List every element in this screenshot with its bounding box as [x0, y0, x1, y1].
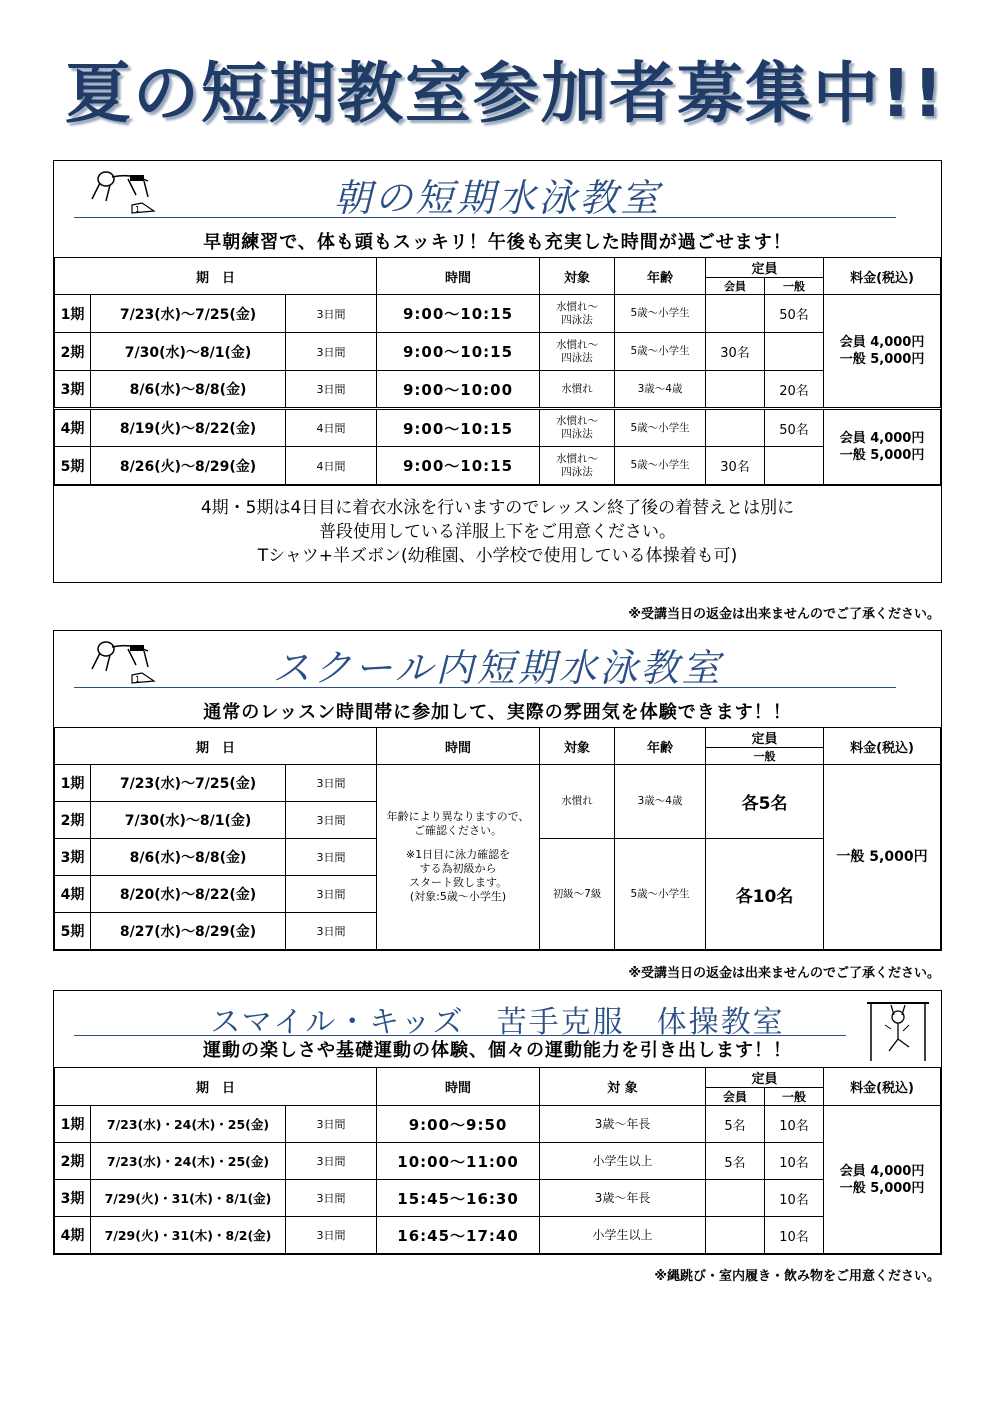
term-days: 3日間 — [286, 802, 377, 839]
term-target: 水慣れ～ 四泳法 — [540, 409, 615, 447]
header-target: 対 象 — [540, 1068, 706, 1106]
term-no: 3期 — [55, 371, 91, 409]
svg-text:1: 1 — [135, 205, 141, 214]
header-fee: 料金(税込) — [824, 728, 941, 765]
header-general: 一般 — [765, 278, 824, 295]
term-target: 水慣れ～ 四泳法 — [540, 295, 615, 333]
term-date: 8/19(火)～8/22(金) — [91, 409, 286, 447]
term-days: 3日間 — [286, 876, 377, 913]
term-age: 5歳～小学生 — [615, 333, 706, 371]
capacity-member: 5名 — [706, 1106, 765, 1143]
term-age: 3歳～4歳 — [615, 371, 706, 409]
term-target: 3歳～年長 — [540, 1106, 706, 1143]
group-capacity: 各5名 — [706, 765, 824, 839]
term-no: 3期 — [55, 1180, 91, 1217]
header-fee: 料金(税込) — [824, 1068, 941, 1106]
capacity-member: 30名 — [706, 447, 765, 485]
capacity-member: 30名 — [706, 333, 765, 371]
table-row — [55, 295, 941, 333]
supplies-note: ※縄跳び・室内履き・飲み物をご用意ください。 — [654, 1269, 940, 1284]
term-days: 3日間 — [286, 1143, 377, 1180]
term-time: 10:00～11:00 — [377, 1143, 540, 1180]
header-capacity: 定員 — [706, 1068, 824, 1088]
term-days: 3日間 — [286, 913, 377, 950]
capacity-member — [706, 1180, 765, 1217]
header-date: 期 日 — [55, 728, 377, 765]
header-general: 一般 — [706, 748, 824, 765]
term-date: 7/23(水)～7/25(金) — [91, 295, 286, 333]
school-swim-section — [53, 630, 942, 951]
header-fee: 料金(税込) — [824, 258, 941, 295]
title-rule — [74, 687, 896, 688]
group-target: 初級～7級 — [540, 839, 615, 950]
schedule-table — [54, 257, 941, 485]
fee-cell: 会員 4,000円 一般 5,000円 — [824, 1106, 941, 1254]
term-date: 8/20(水)～8/22(金) — [91, 876, 286, 913]
header-date: 期 日 — [55, 258, 377, 295]
term-date: 7/30(水)～8/1(金) — [91, 802, 286, 839]
capacity-general: 50名 — [765, 295, 824, 333]
term-no: 2期 — [55, 333, 91, 371]
term-days: 3日間 — [286, 333, 377, 371]
refund-note: ※受講当日の返金は出来ませんのでご了承ください。 — [628, 607, 940, 622]
term-no: 1期 — [55, 1106, 91, 1143]
term-time: 15:45～16:30 — [377, 1180, 540, 1217]
header-general: 一般 — [765, 1088, 824, 1106]
svg-text:1: 1 — [135, 675, 141, 684]
capacity-general: 50名 — [765, 409, 824, 447]
time-note: ※1日目に泳力確認を する為初級から スタート致します。 (対象:5歳～小学生) — [405, 848, 511, 903]
term-time: 9:00～10:15 — [377, 333, 540, 371]
table-row — [55, 1106, 941, 1143]
header-capacity: 定員 — [706, 728, 824, 748]
term-date: 8/27(水)～8/29(金) — [91, 913, 286, 950]
term-days: 3日間 — [286, 1180, 377, 1217]
term-target: 小学生以上 — [540, 1217, 706, 1254]
term-target: 水慣れ～ 四泳法 — [540, 333, 615, 371]
table-row — [55, 765, 941, 802]
header-age: 年齢 — [615, 258, 706, 295]
term-time: 9:00～10:00 — [377, 371, 540, 409]
schedule-table — [54, 1067, 941, 1254]
schedule-table — [54, 727, 941, 950]
section-subtitle: 早朝練習で、体も頭もスッキリ！午後も充実した時間が過ごせます！ — [203, 232, 792, 253]
header-target: 対象 — [540, 728, 615, 765]
notice-box — [54, 485, 941, 582]
term-time: 9:00～10:15 — [377, 409, 540, 447]
capacity-general: 20名 — [765, 371, 824, 409]
table-row — [55, 409, 941, 447]
term-no: 5期 — [55, 447, 91, 485]
group-age: 3歳～4歳 — [615, 765, 706, 839]
term-target: 水慣れ～ 四泳法 — [540, 447, 615, 485]
time-note: 年齢により異なりますので、 ご確認ください。 — [386, 810, 530, 837]
term-date: 7/23(水)・24(木)・25(金) — [91, 1106, 286, 1143]
table-row — [55, 1217, 941, 1254]
term-time: 16:45～17:40 — [377, 1217, 540, 1254]
term-date: 7/29(火)・31(木)・8/1(金) — [91, 1180, 286, 1217]
fee-cell: 会員 4,000円 一般 5,000円 — [824, 409, 941, 485]
capacity-member — [706, 409, 765, 447]
term-target: 水慣れ — [540, 371, 615, 409]
section-title: スクール内短期水泳教室 — [272, 646, 723, 690]
morning-swim-section — [53, 160, 942, 583]
header-time: 時間 — [377, 258, 540, 295]
term-time: 9:00～10:15 — [377, 295, 540, 333]
term-date: 8/6(水)～8/8(金) — [91, 839, 286, 876]
term-no: 1期 — [55, 295, 91, 333]
group-target: 水慣れ — [540, 765, 615, 839]
header-time: 時間 — [377, 728, 540, 765]
header-age: 年齢 — [615, 728, 706, 765]
term-no: 4期 — [55, 876, 91, 913]
term-days: 3日間 — [286, 765, 377, 802]
capacity-general: 10名 — [765, 1143, 824, 1180]
header-member: 会員 — [706, 278, 765, 295]
term-no: 2期 — [55, 802, 91, 839]
term-age: 5歳～小学生 — [615, 409, 706, 447]
capacity-general: 10名 — [765, 1180, 824, 1217]
section-header — [54, 631, 941, 701]
table-row — [55, 333, 941, 371]
term-age: 5歳～小学生 — [615, 447, 706, 485]
term-time: 9:00～9:50 — [377, 1106, 540, 1143]
section-header — [54, 991, 941, 1040]
capacity-member — [706, 295, 765, 333]
section-subtitle: 運動の楽しさや基礎運動の体験、個々の運動能力を引き出します！！ — [203, 1040, 792, 1061]
term-no: 4期 — [55, 409, 91, 447]
term-no: 4期 — [55, 1217, 91, 1254]
term-date: 8/6(水)～8/8(金) — [91, 371, 286, 409]
header-date: 期 日 — [55, 1068, 377, 1106]
time-note-cell — [377, 765, 540, 950]
header-capacity: 定員 — [706, 258, 824, 278]
section-title: スマイル・キッズ 苦手克服 体操教室 — [210, 1005, 785, 1040]
gymnast-icon — [863, 995, 933, 1065]
group-age: 5歳～小学生 — [615, 839, 706, 950]
term-no: 1期 — [55, 765, 91, 802]
term-no: 2期 — [55, 1143, 91, 1180]
term-days: 3日間 — [286, 839, 377, 876]
term-days: 4日間 — [286, 409, 377, 447]
term-time: 9:00～10:15 — [377, 447, 540, 485]
table-row — [55, 1143, 941, 1180]
table-row — [55, 447, 941, 485]
table-row — [55, 371, 941, 409]
term-age: 5歳～小学生 — [615, 295, 706, 333]
term-days: 3日間 — [286, 1106, 377, 1143]
fee-cell: 一般 5,000円 — [824, 765, 941, 950]
term-date: 7/23(水)・24(木)・25(金) — [91, 1143, 286, 1180]
term-target: 小学生以上 — [540, 1143, 706, 1180]
notice-line: 普段使用している洋服上下をご用意ください。 — [319, 522, 676, 542]
header-member: 会員 — [706, 1088, 765, 1106]
capacity-member — [706, 371, 765, 409]
notice-line: Tシャツ+半ズボン(幼稚園、小学校で使用している体操着も可) — [257, 546, 738, 566]
capacity-member: 5名 — [706, 1143, 765, 1180]
title-rule — [74, 1035, 846, 1036]
table-row — [55, 1180, 941, 1217]
fee-cell: 会員 4,000円 一般 5,000円 — [824, 295, 941, 409]
page-title: 夏の短期教室参加者募集中!! — [64, 55, 946, 132]
term-target: 3歳～年長 — [540, 1180, 706, 1217]
term-date: 8/26(火)～8/29(金) — [91, 447, 286, 485]
term-days: 4日間 — [286, 447, 377, 485]
term-date: 7/29(火)・31(木)・8/2(金) — [91, 1217, 286, 1254]
group-capacity: 各10名 — [706, 839, 824, 950]
section-header — [54, 161, 941, 231]
header-target: 対象 — [540, 258, 615, 295]
term-no: 3期 — [55, 839, 91, 876]
capacity-general — [765, 333, 824, 371]
refund-note: ※受講当日の返金は出来ませんのでご了承ください。 — [628, 966, 940, 981]
term-date: 7/30(水)～8/1(金) — [91, 333, 286, 371]
section-title: 朝の短期水泳教室 — [333, 176, 662, 220]
gym-section — [53, 990, 942, 1255]
title-rule — [74, 217, 896, 218]
capacity-general: 10名 — [765, 1217, 824, 1254]
notice-line: 4期・5期は4日目に着衣水泳を行いますのでレッスン終了後の着替えとは別に — [200, 498, 795, 518]
section-subtitle: 通常のレッスン時間帯に参加して、実際の雰囲気を体験できます！！ — [203, 702, 792, 723]
term-no: 5期 — [55, 913, 91, 950]
term-date: 7/23(水)～7/25(金) — [91, 765, 286, 802]
term-days: 3日間 — [286, 1217, 377, 1254]
capacity-general — [765, 447, 824, 485]
capacity-general: 10名 — [765, 1106, 824, 1143]
term-days: 3日間 — [286, 295, 377, 333]
term-days: 3日間 — [286, 371, 377, 409]
capacity-member — [706, 1217, 765, 1254]
header-time: 時間 — [377, 1068, 540, 1106]
